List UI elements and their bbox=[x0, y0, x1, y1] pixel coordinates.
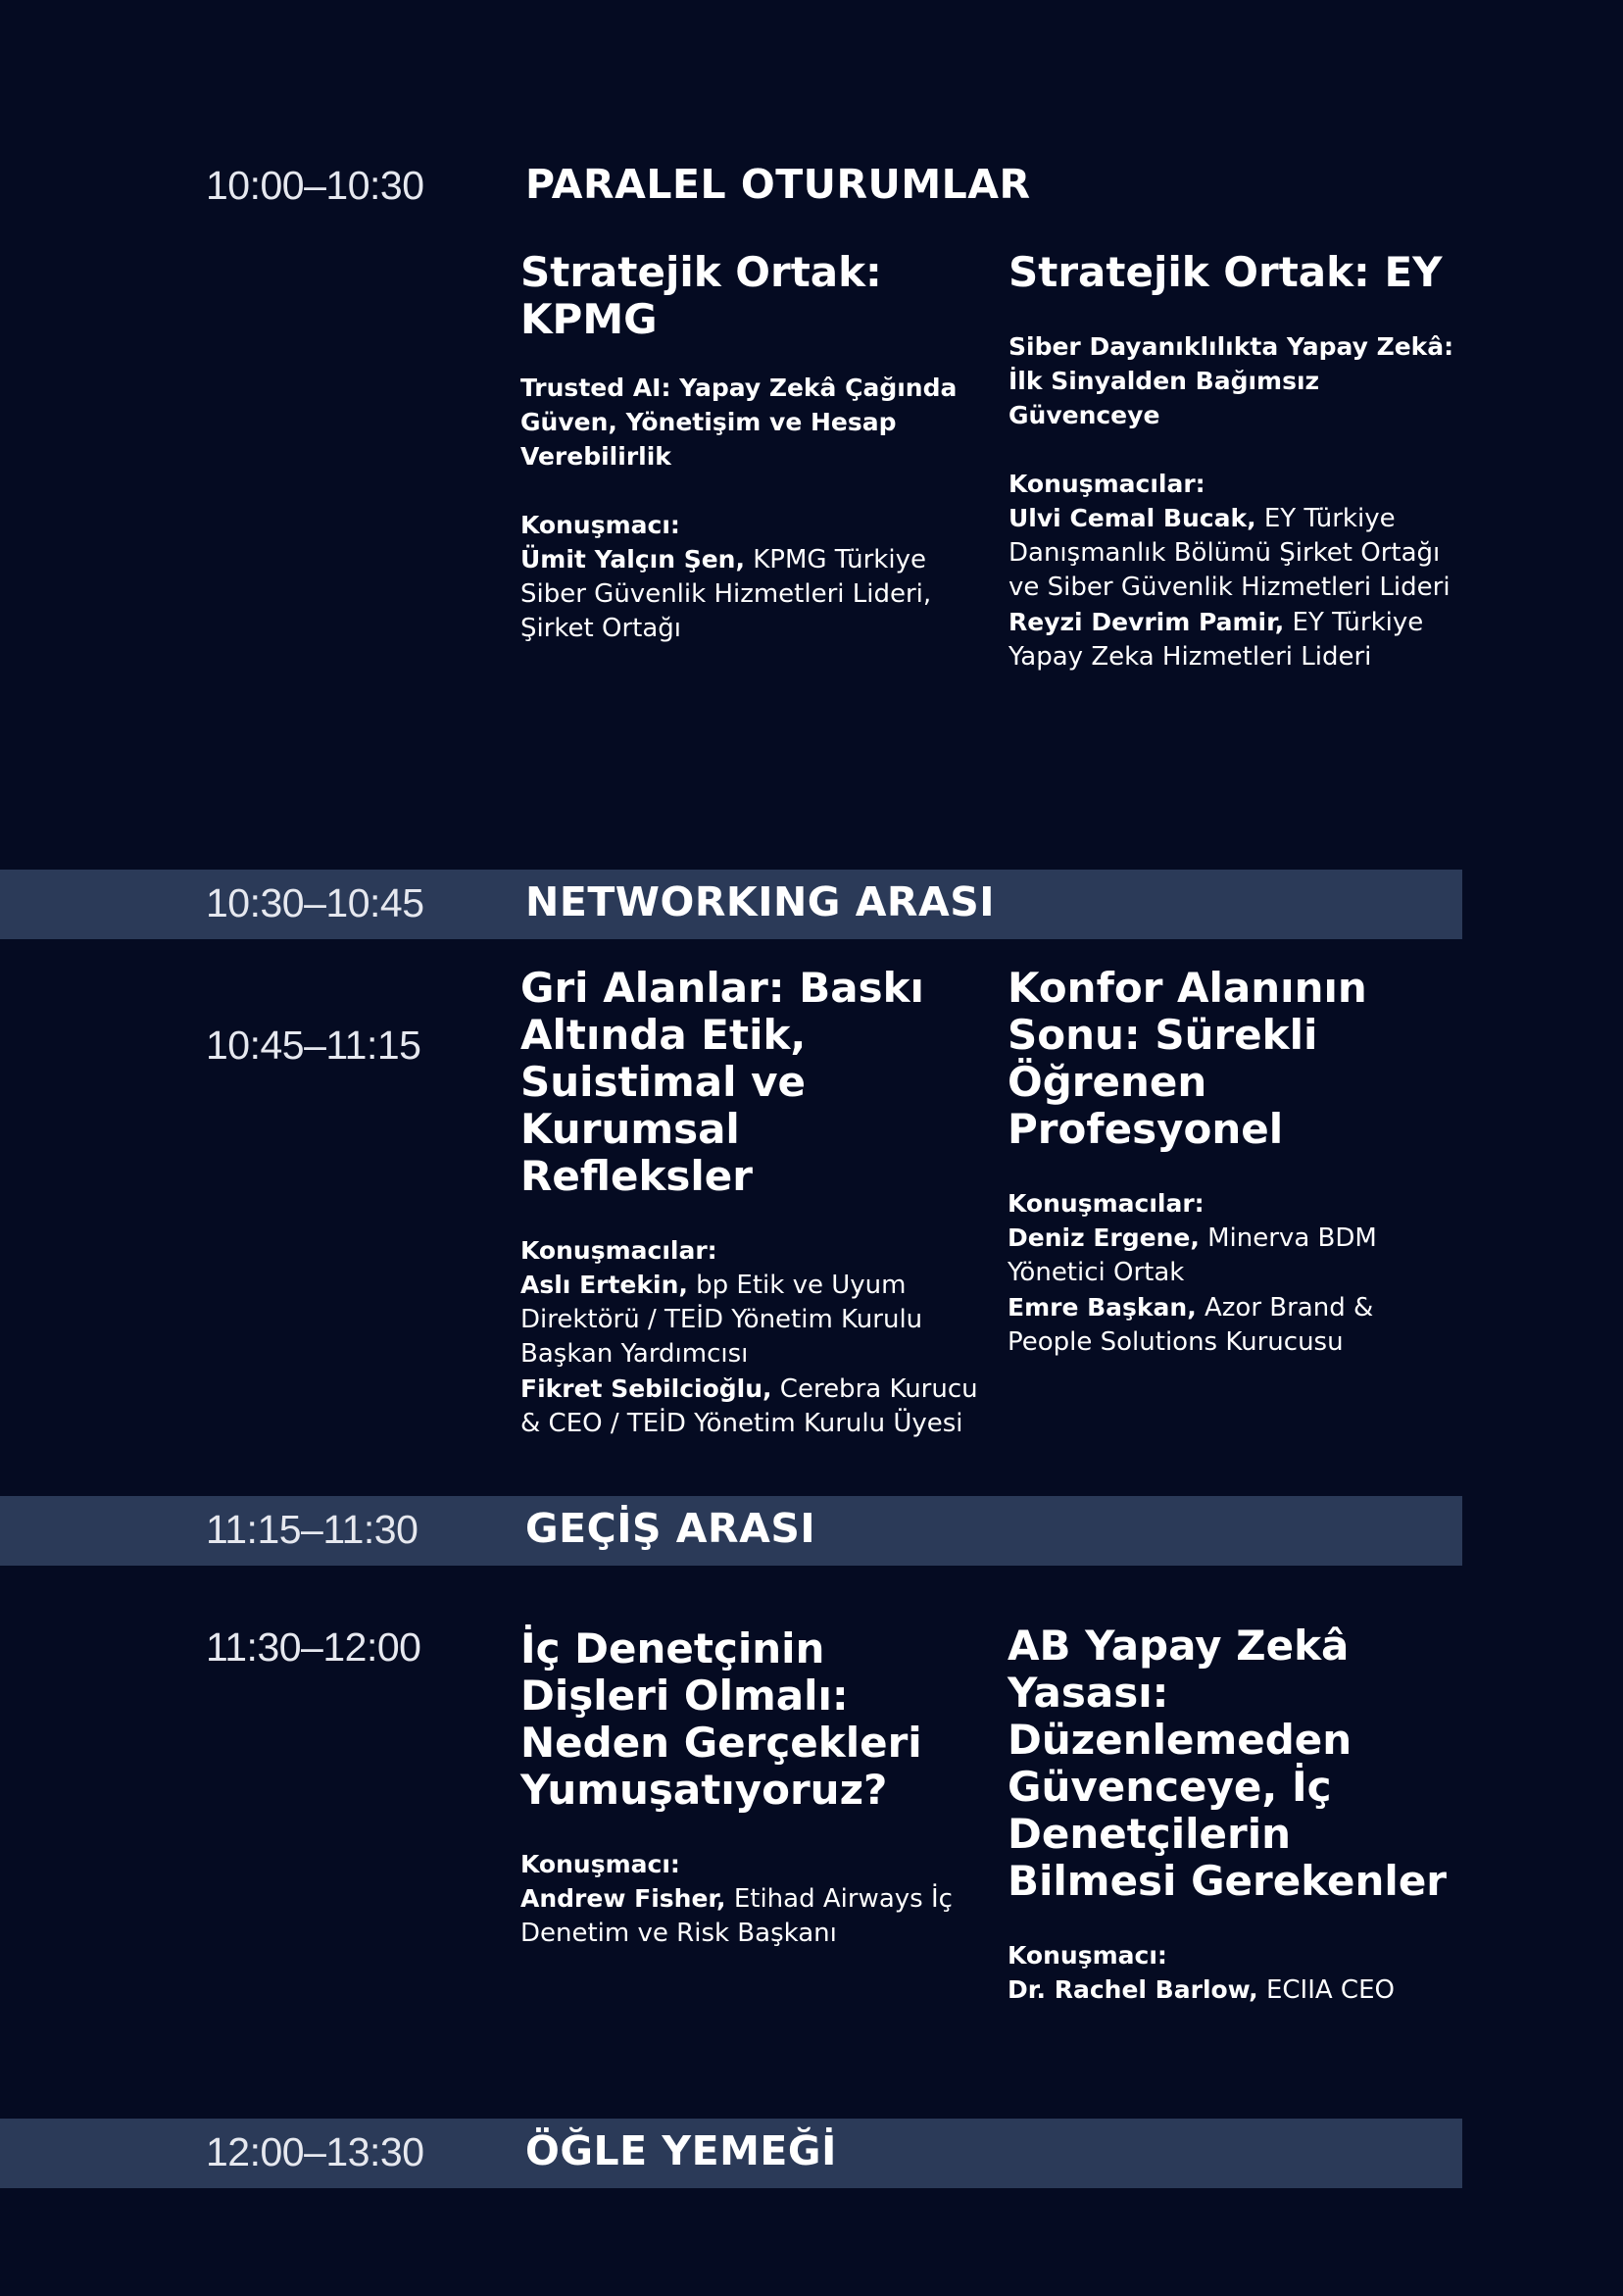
speaker-role: Minerva BDM Yönetici Ortak bbox=[1008, 1223, 1377, 1287]
speaker-name: Fikret Sebilcioğlu, bbox=[520, 1374, 772, 1403]
speaker-role: EY Türkiye Yapay Zeka Hizmetleri Lideri bbox=[1008, 608, 1424, 672]
slot-time: 12:00–13:30 bbox=[206, 2129, 424, 2174]
speakers-label: Konuşmacı: bbox=[1008, 1941, 1167, 1970]
speaker-name: Ümit Yalçın Şen, bbox=[520, 545, 745, 574]
session-column-left bbox=[520, 1625, 981, 1951]
speakers-block bbox=[1008, 1938, 1468, 2008]
speaker-entry bbox=[1008, 1290, 1449, 1360]
speakers-block bbox=[1008, 467, 1469, 674]
speakers-label: Konuşmacı: bbox=[520, 1850, 680, 1878]
talk-title: Trusted AI: Yapay Zekâ Çağında Güven, Yönetişim ve Hesap Verebilirlik bbox=[520, 374, 958, 471]
speaker-role: ECIIA CEO bbox=[1265, 1975, 1395, 2005]
session-title: Gri Alanlar: Baskı Altında Etik, Suistimal ve Kurumsal Refleksler bbox=[520, 964, 924, 1200]
speaker-role: bp Etik ve Uyum Direktörü / TEİD Yönetim Kurulu Başkan Yardımcısı bbox=[520, 1271, 923, 1369]
speaker-entry bbox=[520, 1881, 981, 1951]
speakers-label: Konuşmacılar: bbox=[1008, 1189, 1205, 1218]
speaker-entry bbox=[1008, 1221, 1449, 1290]
speakers-label: Konuşmacı: bbox=[520, 511, 680, 539]
speaker-role: Cerebra Kurucu & CEO / TEİD Yönetim Kurulu Üyesi bbox=[520, 1374, 978, 1438]
speakers-block bbox=[1008, 1186, 1449, 1360]
speaker-name: Dr. Rachel Barlow, bbox=[1008, 1975, 1258, 2004]
speakers-block bbox=[520, 1233, 981, 1441]
speaker-name: Ulvi Cemal Bucak, bbox=[1008, 504, 1256, 532]
speaker-entry bbox=[520, 1268, 981, 1372]
session-column-left bbox=[520, 965, 981, 1441]
session-column-left bbox=[520, 249, 981, 646]
speaker-role: KPMG Türkiye Siber Güvenlik Hizmetleri Lideri, Şirket Ortağı bbox=[520, 545, 932, 643]
speaker-entry bbox=[520, 542, 981, 646]
speaker-name: Andrew Fisher, bbox=[520, 1884, 726, 1913]
slot-title: PARALEL OTURUMLAR bbox=[525, 161, 1031, 208]
session-column-right bbox=[1008, 249, 1469, 674]
slot-time: 10:30–10:45 bbox=[206, 880, 424, 925]
talk-title: Siber Dayanıklılıkta Yapay Zekâ: İlk Sinyalden Bağımsız Güvenceye bbox=[1008, 332, 1454, 429]
slot-time: 10:45–11:15 bbox=[206, 1023, 421, 1068]
slot-time: 11:15–11:30 bbox=[206, 1507, 418, 1552]
speakers-block bbox=[520, 1847, 981, 1951]
slot-title: GEÇİŞ ARASI bbox=[525, 1505, 816, 1552]
speaker-name: Aslı Ertekin, bbox=[520, 1271, 688, 1299]
session-column-right bbox=[1008, 1622, 1468, 2008]
slot-title: ÖĞLE YEMEĞİ bbox=[525, 2127, 837, 2174]
speaker-name: Deniz Ergene, bbox=[1008, 1223, 1200, 1252]
speaker-name: Emre Başkan, bbox=[1008, 1293, 1197, 1322]
session-title: Stratejik Ortak: KPMG bbox=[520, 248, 882, 343]
slot-time: 11:30–12:00 bbox=[206, 1624, 421, 1670]
speaker-entry bbox=[1008, 1972, 1468, 2008]
slot-title: NETWORKING ARASI bbox=[525, 878, 996, 925]
session-title: Stratejik Ortak: EY bbox=[1008, 248, 1443, 296]
speaker-entry bbox=[520, 1372, 981, 1441]
speaker-role: Azor Brand & People Solutions Kurucusu bbox=[1008, 1293, 1374, 1357]
session-title: Konfor Alanının Sonu: Sürekli Öğrenen Profesyonel bbox=[1008, 964, 1367, 1153]
session-column-right bbox=[1008, 965, 1449, 1360]
slot-time: 10:00–10:30 bbox=[206, 163, 424, 208]
speaker-role: Etihad Airways İç Denetim ve Risk Başkanı bbox=[520, 1884, 953, 1948]
speaker-role: EY Türkiye Danışmanlık Bölümü Şirket Ortağı ve Siber Güvenlik Hizmetleri Lideri bbox=[1008, 504, 1451, 602]
speaker-entry bbox=[1008, 501, 1469, 605]
session-title: AB Yapay Zekâ Yasası: Düzenlemeden Güvenceye, İç Denetçilerin Bilmesi Gerekenler bbox=[1008, 1622, 1448, 1905]
session-title: İç Denetçinin Dişleri Olmalı: Neden Gerçekleri Yumuşatıyoruz? bbox=[520, 1624, 922, 1814]
speakers-label: Konuşmacılar: bbox=[520, 1236, 717, 1265]
speaker-name: Reyzi Devrim Pamir, bbox=[1008, 608, 1285, 636]
speakers-block bbox=[520, 508, 981, 646]
speakers-label: Konuşmacılar: bbox=[1008, 470, 1205, 498]
speaker-entry bbox=[1008, 605, 1469, 674]
